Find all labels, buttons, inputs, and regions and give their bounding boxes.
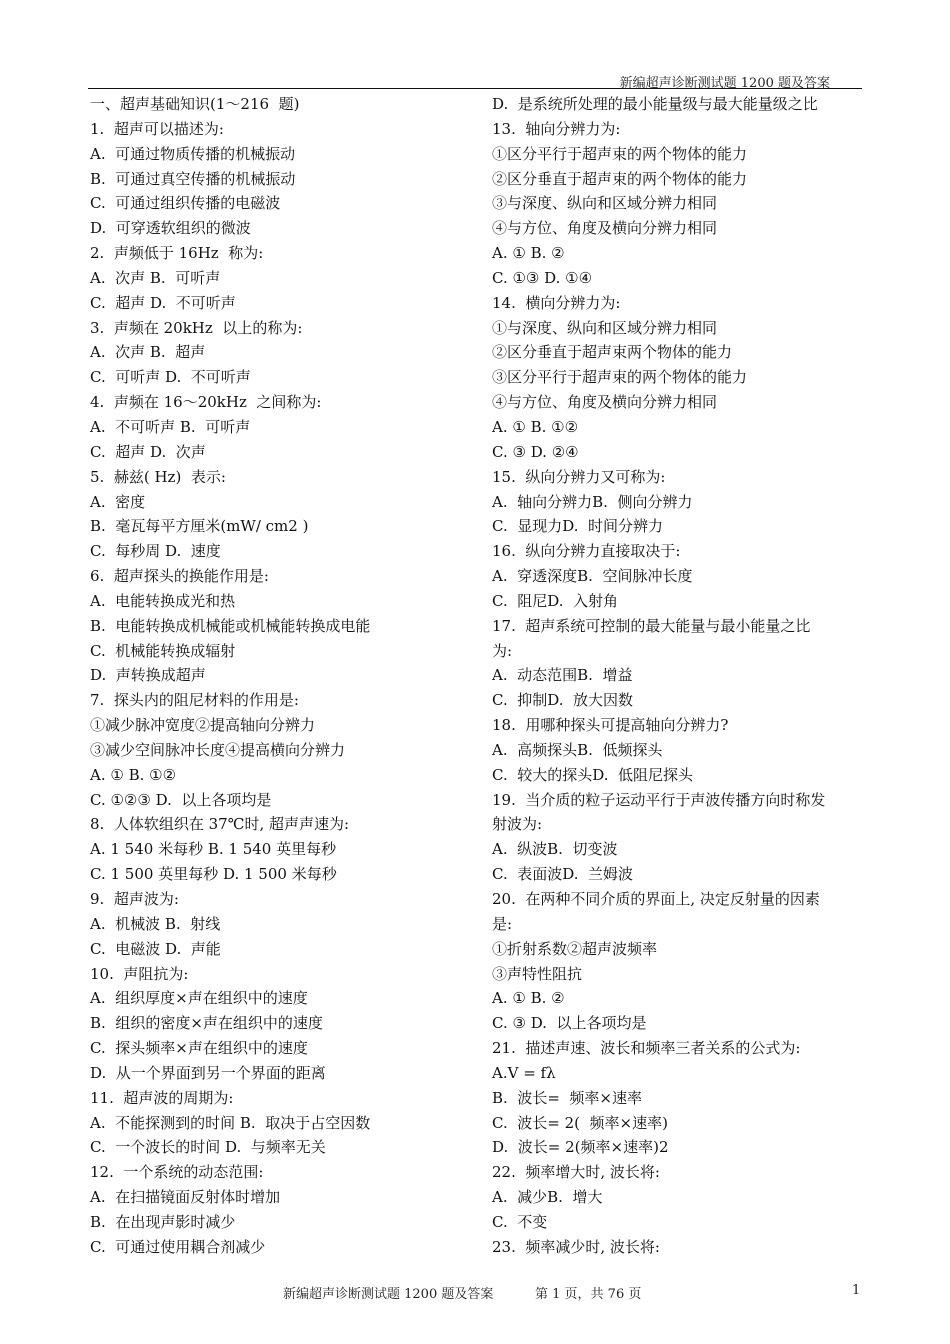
text-line: 9. 超声波为: bbox=[90, 890, 179, 908]
text-line: A. 组织厚度×声在组织中的速度 bbox=[90, 989, 308, 1008]
text-line: A. 穿透深度B. 空间脉冲长度 bbox=[492, 567, 693, 586]
text-line: ③减少空间脉冲长度④提高横向分辨力 bbox=[90, 740, 346, 759]
text-line: C. 一个波长的时间 D. 与频率无关 bbox=[90, 1138, 326, 1157]
text-line: C. 显现力D. 时间分辨力 bbox=[492, 517, 664, 536]
text-line: C. 阻尼D. 入射角 bbox=[492, 591, 619, 610]
text-line: C. 可通过组织传播的电磁波 bbox=[90, 194, 281, 213]
text-line: A. 可通过物质传播的机械振动 bbox=[90, 144, 296, 163]
text-line: C. 抑制D. 放大因数 bbox=[492, 691, 634, 710]
left-column bbox=[90, 92, 480, 1260]
text-line: 射波为: bbox=[492, 815, 543, 834]
text-line: A. 减少B. 增大 bbox=[492, 1188, 603, 1207]
text-line: 一、超声基础知识(1～216 题) bbox=[90, 95, 300, 113]
footer-title: 新编超声诊断测试题 1200 题及答案 bbox=[283, 1287, 494, 1302]
text-line: 1. 超声可以描述为: bbox=[90, 119, 224, 138]
page-header-title: 新编超声诊断测试题 1200 题及答案 bbox=[619, 76, 830, 91]
text-line: A. 不能探测到的时间 B. 取决于占空因数 bbox=[90, 1113, 371, 1132]
text-line: ②区分垂直于超声束两个物体的能力 bbox=[492, 343, 733, 362]
text-line: C. 探头频率×声在组织中的速度 bbox=[90, 1039, 308, 1058]
text-line: A. 机械波 B. 射线 bbox=[90, 914, 221, 933]
text-line: 是: bbox=[492, 914, 513, 933]
text-line: C. 机械能转换成辐射 bbox=[90, 641, 236, 660]
text-line: ④与方位、角度及横向分辨力相同 bbox=[492, 219, 718, 238]
text-line: ③区分平行于超声束的两个物体的能力 bbox=[492, 368, 748, 387]
text-line: A. 动态范围B. 增益 bbox=[492, 666, 633, 685]
text-line: C. ③ D. 以上各项均是 bbox=[492, 1014, 647, 1033]
text-line: A. 次声 B. 可听声 bbox=[90, 268, 221, 287]
text-line: C. 超声 D. 次声 bbox=[90, 442, 206, 461]
text-line: 12. 一个系统的动态范围: bbox=[90, 1163, 264, 1182]
header-divider bbox=[88, 88, 862, 89]
text-line: A. 次声 B. 超声 bbox=[90, 343, 206, 362]
text-line: 13. 轴向分辨力为: bbox=[492, 119, 621, 138]
text-line: A.V = fλ bbox=[492, 1063, 556, 1082]
text-line: B. 在出现声影时减少 bbox=[90, 1212, 236, 1231]
text-line: C. 不变 bbox=[492, 1212, 548, 1231]
right-column bbox=[492, 92, 882, 1260]
text-line: A. 轴向分辨力B. 侧向分辨力 bbox=[492, 492, 693, 511]
text-line: 5. 赫兹( Hz) 表示: bbox=[90, 467, 226, 486]
text-line: A. ① B. ② bbox=[492, 989, 565, 1008]
text-line: C. 1 500 英里每秒 D. 1 500 米每秒 bbox=[90, 865, 337, 884]
text-line: 3. 声频在 20kHz 以上的称为: bbox=[90, 318, 303, 337]
text-line: 17. 超声系统可控制的最大能量与最小能量之比 bbox=[492, 616, 811, 635]
text-line: C. ①③ D. ①④ bbox=[492, 268, 593, 287]
text-line: C. 较大的探头D. 低阻尼探头 bbox=[492, 765, 694, 784]
text-line: A. 不可听声 B. 可听声 bbox=[90, 417, 251, 436]
text-line: 19. 当介质的粒子运动平行于声波传播方向时称发 bbox=[492, 790, 826, 809]
text-line: 15. 纵向分辨力又可称为: bbox=[492, 467, 666, 486]
text-line: ③声特性阻抗 bbox=[492, 964, 583, 983]
text-line: A. 密度 bbox=[90, 492, 146, 511]
text-line: ①减少脉冲宽度②提高轴向分辨力 bbox=[90, 716, 316, 735]
text-line: B. 可通过真空传播的机械振动 bbox=[90, 169, 296, 188]
text-line: 14. 横向分辨力为: bbox=[492, 293, 621, 312]
text-line: C. 超声 D. 不可听声 bbox=[90, 293, 236, 312]
text-line: C. 可通过使用耦合剂减少 bbox=[90, 1237, 266, 1256]
text-line: A. 1 540 米每秒 B. 1 540 英里每秒 bbox=[90, 840, 337, 859]
text-line: ③与深度、纵向和区域分辨力相同 bbox=[492, 194, 718, 213]
text-line: ②区分垂直于超声束的两个物体的能力 bbox=[492, 169, 748, 188]
text-line: B. 组织的密度×声在组织中的速度 bbox=[90, 1014, 323, 1033]
text-line: C. ③ D. ②④ bbox=[492, 442, 579, 461]
text-line: C. 可听声 D. 不可听声 bbox=[90, 368, 251, 387]
text-line: B. 电能转换成机械能或机械能转换成电能 bbox=[90, 616, 371, 635]
text-line: C. 每秒周 D. 速度 bbox=[90, 542, 221, 561]
text-line: D. 是系统所处理的最小能量级与最大能量级之比 bbox=[492, 95, 818, 113]
text-line: D. 波长= 2(频率×速率)2 bbox=[492, 1138, 669, 1157]
text-line: A. ① B. ①② bbox=[492, 417, 579, 436]
text-line: A. 电能转换成光和热 bbox=[90, 591, 236, 610]
text-line: 20. 在两种不同介质的界面上, 决定反射量的因素 bbox=[492, 890, 820, 908]
text-line: 6. 超声探头的换能作用是: bbox=[90, 567, 269, 586]
text-line: D. 从一个界面到另一个界面的距离 bbox=[90, 1063, 326, 1082]
text-line: 18. 用哪种探头可提高轴向分辨力? bbox=[492, 716, 729, 735]
text-line: B. 毫瓦每平方厘米(mW/ cm2 ) bbox=[90, 517, 309, 536]
text-line: 11. 超声波的周期为: bbox=[90, 1088, 234, 1107]
text-line: 为: bbox=[492, 641, 513, 660]
text-line: C. 电磁波 D. 声能 bbox=[90, 939, 221, 958]
text-line: B. 波长= 频率×速率 bbox=[492, 1088, 643, 1107]
text-line: 4. 声频在 16～20kHz 之间称为: bbox=[90, 393, 322, 412]
text-line: ①区分平行于超声束的两个物体的能力 bbox=[492, 144, 748, 163]
text-line: 8. 人体软组织在 37℃时, 超声声速为: bbox=[90, 815, 350, 834]
text-line: D. 可穿透软组织的微波 bbox=[90, 219, 251, 238]
text-line: 7. 探头内的阻尼材料的作用是: bbox=[90, 691, 299, 710]
text-line: 21. 描述声速、波长和频率三者关系的公式为: bbox=[492, 1039, 801, 1058]
text-line: D. 声转换成超声 bbox=[90, 666, 206, 685]
text-line: 22. 频率增大时, 波长将: bbox=[492, 1163, 660, 1182]
text-line: C. 表面波D. 兰姆波 bbox=[492, 865, 634, 884]
text-line: 2. 声频低于 16Hz 称为: bbox=[90, 244, 264, 263]
text-line: C. ①②③ D. 以上各项均是 bbox=[90, 790, 272, 809]
text-line: 10. 声阻抗为: bbox=[90, 964, 189, 983]
text-line: A. ① B. ①② bbox=[90, 765, 177, 784]
text-line: A. 在扫描镜面反射体时增加 bbox=[90, 1188, 281, 1207]
text-line: A. ① B. ② bbox=[492, 244, 565, 263]
text-line: C. 波长= 2( 频率×速率) bbox=[492, 1113, 668, 1132]
text-line: A. 高频探头B. 低频探头 bbox=[492, 740, 663, 759]
footer-page-info: 第 1 页，共 76 页 bbox=[535, 1287, 642, 1302]
footer-page-number: 1 bbox=[852, 1283, 861, 1298]
text-line: ④与方位、角度及横向分辨力相同 bbox=[492, 393, 718, 412]
text-line: ①折射系数②超声波频率 bbox=[492, 939, 658, 958]
text-line: A. 纵波B. 切变波 bbox=[492, 840, 618, 859]
text-line: 23. 频率减少时, 波长将: bbox=[492, 1237, 660, 1256]
text-line: ①与深度、纵向和区域分辨力相同 bbox=[492, 318, 718, 337]
text-line: 16. 纵向分辨力直接取决于: bbox=[492, 542, 681, 561]
